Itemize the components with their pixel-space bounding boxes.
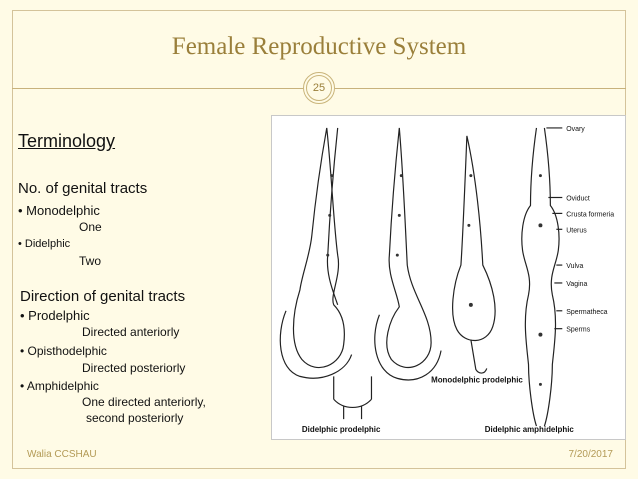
term-opisthodelphic-desc: Directed posteriorly [82, 361, 186, 375]
didelphic-left-tube [293, 128, 344, 368]
title-divider-left [12, 88, 303, 89]
footer-author: Walia CCSHAU [27, 449, 97, 460]
reproductive-system-figure [271, 115, 626, 440]
slide-title: Female Reproductive System [171, 33, 467, 60]
label-crusta-formeria: Crusta formeria [566, 211, 615, 219]
heading-terminology: Terminology [18, 131, 116, 151]
term-amphidelphic-desc: One directed anteriorly, [82, 395, 206, 409]
term-didelphic-desc: Two [79, 254, 102, 268]
caption-didelphic-prodelphic: Didelphic prodelphic [301, 425, 381, 435]
term-opisthodelphic: • Opisthodelphic [20, 344, 107, 358]
term-amphidelphic: • Amphidelphic [20, 379, 99, 393]
amphidelphic-right-edge [544, 128, 559, 426]
term-didelphic: • Didelphic [18, 238, 71, 250]
term-prodelphic-desc: Directed anteriorly [82, 325, 180, 339]
slide-number-badge [303, 72, 335, 104]
label-sperms: Sperms [566, 326, 591, 334]
caption-didelphic-amphidelphic: Didelphic amphidelphic [484, 425, 574, 435]
monodelphic-vagina [471, 340, 487, 373]
term-prodelphic: • Prodelphic [20, 308, 90, 323]
label-spermatheca: Spermatheca [566, 308, 608, 316]
footer-date: 7/20/2017 [568, 449, 613, 460]
didelphic-vagina [334, 376, 372, 407]
label-ovary: Ovary [566, 125, 585, 133]
figure-drawing [272, 116, 625, 439]
caption-monodelphic-prodelphic: Monodelphic prodelphic [431, 375, 523, 385]
term-monodelphic-desc: One [79, 220, 102, 234]
monodelphic-body [453, 136, 495, 341]
heading-genital-tracts: No. of genital tracts [18, 180, 148, 197]
didelphic-left-loop [280, 311, 351, 378]
slide-number: 25 [306, 75, 332, 101]
label-vagina: Vagina [566, 280, 588, 288]
amphidelphic-left-edge [522, 128, 537, 426]
didelphic-right-tube [387, 128, 431, 368]
label-oviduct: Oviduct [566, 195, 590, 203]
didelphic-vulva [344, 406, 362, 419]
label-vulva: Vulva [566, 263, 584, 271]
term-monodelphic: • Monodelphic [18, 203, 100, 218]
heading-direction: Direction of genital tracts [20, 288, 186, 305]
label-uterus: Uterus [566, 227, 587, 235]
term-amphidelphic-desc2: second posteriorly [86, 411, 184, 425]
title-divider-right [335, 88, 626, 89]
